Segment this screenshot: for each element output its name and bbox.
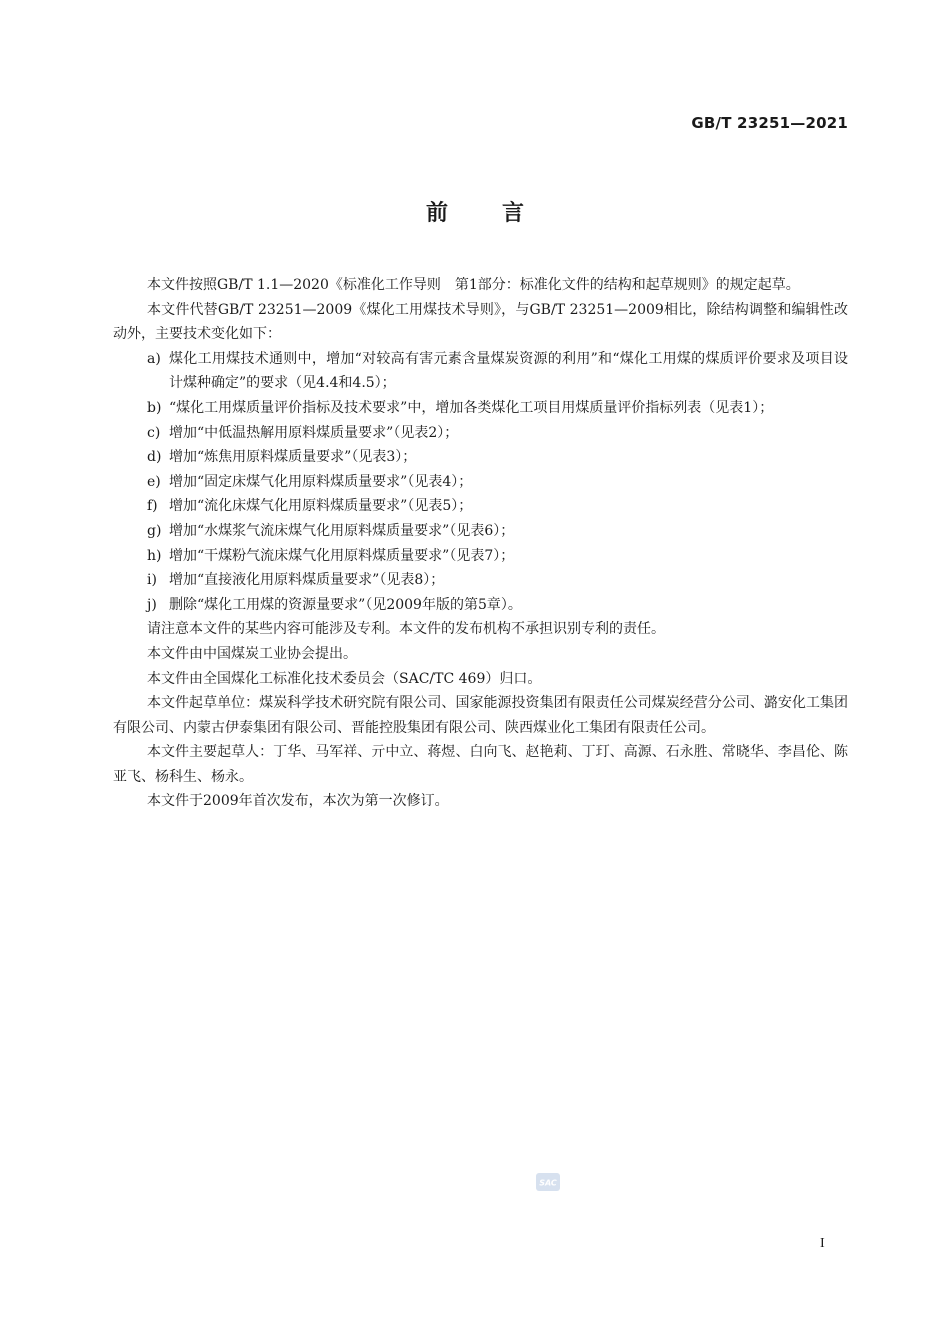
list-item-label: h) (147, 547, 162, 564)
list-item (113, 445, 848, 470)
list-item (113, 494, 848, 519)
list-item (113, 593, 848, 618)
list-item-label: a) (147, 350, 161, 367)
list-item (113, 347, 848, 396)
list-item (113, 396, 848, 421)
list-item-label: j) (147, 596, 157, 613)
history-paragraph: 本文件于2009年首次发布，本次为第一次修订。 (147, 793, 449, 810)
proposer-paragraph: 本文件由中国煤炭工业协会提出。 (147, 645, 357, 662)
list-item-label: f) (147, 498, 158, 515)
list-item (113, 568, 848, 593)
list-item (113, 519, 848, 544)
patent-notice: 请注意本文件的某些内容可能涉及专利。本文件的发布机构不承担识别专利的责任。 (147, 621, 665, 638)
document-body (113, 273, 848, 814)
list-item-label: d) (147, 449, 162, 466)
intro-paragraph: 本文件代替GB/T 23251—2009《煤化工用煤技术导则》，与GB/T 23251—2009相比，除结构调整和编辑性改动外，主要技术变化如下： (113, 301, 848, 343)
standard-number: GB/T 23251—2021 (691, 114, 848, 132)
drafting-units-paragraph: 本文件起草单位：煤炭科学技术研究院有限公司、国家能源投资集团有限责任公司煤炭经营分公司、潞安化工集团有限公司、内蒙古伊泰集团有限公司、晋能控股集团有限公司、陕西煤业化工集团有限责任公司。 (113, 695, 848, 736)
changes-list (113, 347, 848, 618)
list-item (113, 544, 848, 569)
list-item-text: 增加“炼焦用原料煤质量要求”（见表3）； (169, 449, 417, 466)
list-item (113, 421, 848, 446)
intro-paragraph: 本文件按照GB/T 1.1—2020《标准化工作导则 第1部分：标准化文件的结构和起草规则》的规定起草。 (147, 277, 800, 293)
list-item-text: 增加“固定床煤气化用原料煤质量要求”（见表4）； (169, 473, 473, 490)
list-item-label: b) (147, 399, 162, 416)
list-item-label: i) (147, 572, 157, 589)
page-number: I (820, 1236, 825, 1251)
list-item-text: 增加“流化床煤气化用原料煤质量要求”（见表5）； (169, 498, 473, 515)
svg-text:SAC: SAC (539, 1178, 557, 1188)
list-item-text: 增加“直接液化用原料煤质量要求”（见表8）； (169, 572, 445, 589)
list-item (113, 470, 848, 495)
list-item-text: 煤化工用煤技术通则中，增加“对较高有害元素含量煤炭资源的利用”和“煤化工用煤的煤质评价要求及项目设计煤种确定”的要求（见4.4和4.5）； (169, 350, 848, 392)
list-item-text: 增加“水煤浆气流床煤气化用原料煤质量要求”（见表6）； (169, 522, 515, 539)
committee-paragraph: 本文件由全国煤化工标准化技术委员会（SAC/TC 469）归口。 (147, 670, 542, 687)
list-item-label: e) (147, 473, 161, 490)
list-item-label: c) (147, 424, 161, 441)
list-item-text: “煤化工用煤质量评价指标及技术要求”中，增加各类煤化工项目用煤质量评价指标列表（见表1）； (169, 399, 774, 416)
list-item-text: 增加“中低温热解用原料煤质量要求”（见表2）； (169, 424, 459, 441)
page-title: 前言 (425, 201, 578, 226)
list-item-text: 增加“干煤粉气流床煤气化用原料煤质量要求”（见表7）； (169, 547, 515, 564)
list-item-label: g) (147, 522, 162, 539)
list-item-text: 删除“煤化工用煤的资源量要求”（见2009年版的第5章）。 (169, 596, 522, 613)
sac-logo-icon (535, 1172, 561, 1192)
drafters-paragraph: 本文件主要起草人：丁华、马军祥、亓中立、蒋煜、白向飞、赵艳莉、丁玎、高源、石永胜、常晓华、李昌伦、陈亚飞、杨科生、杨永。 (113, 744, 848, 785)
